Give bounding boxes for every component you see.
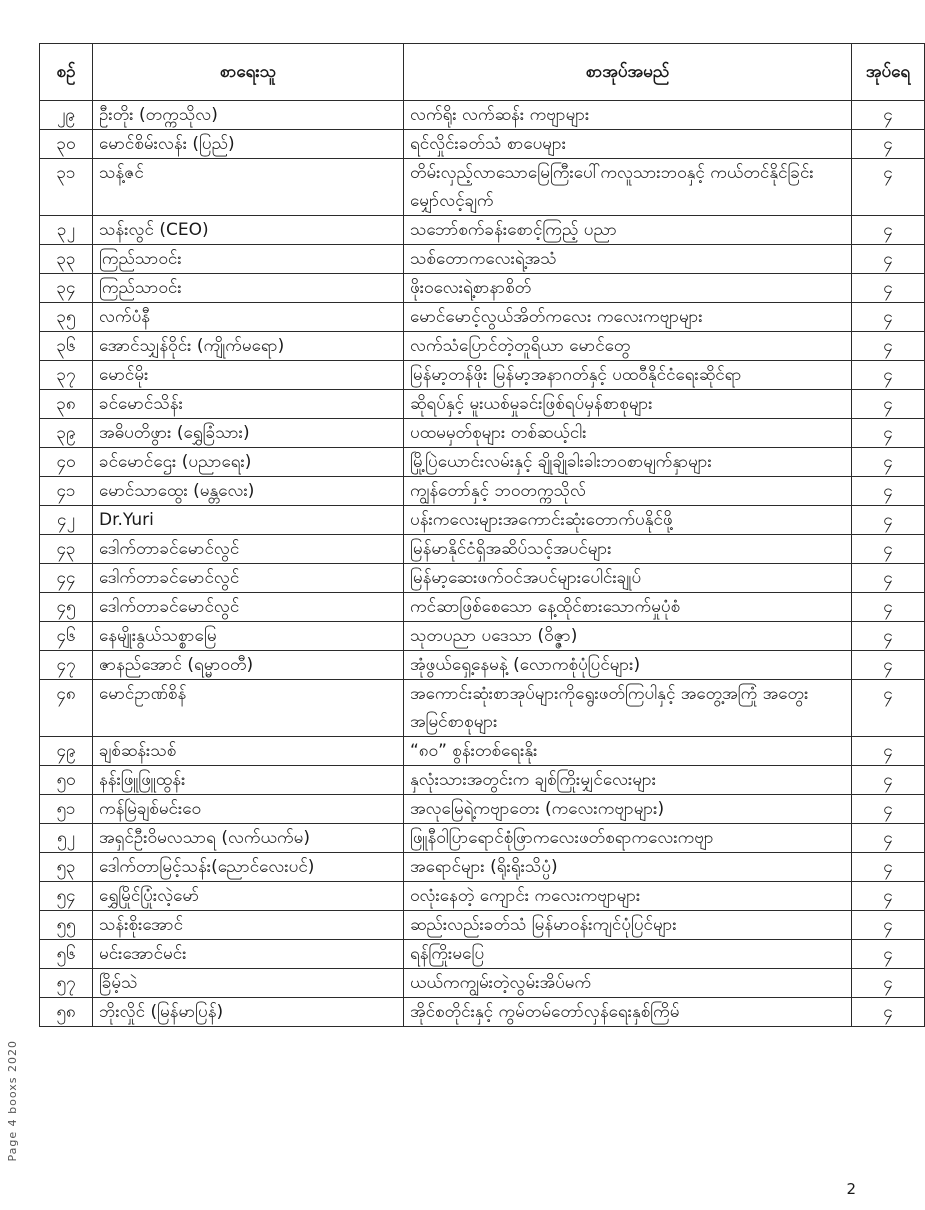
row-no: ၃၂ — [40, 216, 93, 245]
row-author: ဒေါက်တာခင်မောင်လွင် — [93, 593, 404, 622]
row-count: ၄ — [852, 564, 925, 593]
row-no: ၄၉ — [40, 737, 93, 766]
row-no: ၅၄ — [40, 882, 93, 911]
row-author: ကြည်သာဝင်း — [93, 245, 404, 274]
row-count: ၄ — [852, 303, 925, 332]
row-no: ၃၁ — [40, 159, 93, 216]
table-row — [40, 622, 925, 651]
table-row — [40, 274, 925, 303]
row-author: ဒေါက်တာခင်မောင်လွင် — [93, 535, 404, 564]
row-author: ဒေါက်တာခင်မောင်လွင် — [93, 564, 404, 593]
row-no: ၅၅ — [40, 911, 93, 940]
row-no: ၅၁ — [40, 795, 93, 824]
table-row — [40, 998, 925, 1027]
row-author: နန်းဖြူဖြူထွန်း — [93, 766, 404, 795]
row-no: ၃၀ — [40, 130, 93, 159]
row-count: ၄ — [852, 622, 925, 651]
row-title: ရင်လှိုင်းခတ်သံ စာပေများ — [404, 130, 852, 159]
row-no: ၃၄ — [40, 274, 93, 303]
row-title: လက်သံပြောင်တဲ့တူရိယာ မောင်တွေ — [404, 332, 852, 361]
row-count: ၄ — [852, 274, 925, 303]
row-author: အရှင်ဦးဝိမလသာရ (လက်ယက်မ) — [93, 824, 404, 853]
row-no: ၄၅ — [40, 593, 93, 622]
row-count: ၄ — [852, 216, 925, 245]
row-author: အဓိပတိဖွား (ရွှေခြံသား) — [93, 419, 404, 448]
row-title: တိမ်းလှည့်လာသောမြေကြီးပေါ်ကလူသားဘဝနှင့် ကယ်တင်နိုင်ခြင်း မျှော်လင့်ချက် — [404, 159, 852, 216]
row-author: ခြိမ့်သဲ — [93, 969, 404, 998]
table-row — [40, 737, 925, 766]
row-title: အလုမြေရဲ့ကဗျာတေး (ကလေးကဗျာများ) — [404, 795, 852, 824]
row-count: ၄ — [852, 998, 925, 1027]
row-title: “၈၀” စွန်းတစ်ရေးနိုး — [404, 737, 852, 766]
row-title: သုတပညာ ပဒေသာ (ဝိဇ္ဇာ) — [404, 622, 852, 651]
row-author: မောင်စိမ်းလန်း (ပြည်) — [93, 130, 404, 159]
table-row — [40, 824, 925, 853]
row-count: ၄ — [852, 824, 925, 853]
row-count: ၄ — [852, 853, 925, 882]
row-no: ၄၃ — [40, 535, 93, 564]
table-row — [40, 448, 925, 477]
row-author: လက်ပံနီ — [93, 303, 404, 332]
row-count: ၄ — [852, 737, 925, 766]
table-row — [40, 969, 925, 998]
table-header-row — [40, 44, 925, 101]
row-author: ဇာနည်အောင် (ရမ္မာဝတီ) — [93, 651, 404, 680]
row-no: ၅၇ — [40, 969, 93, 998]
table-row — [40, 101, 925, 130]
row-author: ခင်မောင်ဌေး (ပညာရေး) — [93, 448, 404, 477]
row-title: မြို့ပြဲယောင်းလမ်းနှင့် ချိုချိုခါးခါးဘဝစာမျက်နှာများ — [404, 448, 852, 477]
table-row — [40, 882, 925, 911]
row-count: ၄ — [852, 882, 925, 911]
row-count: ၄ — [852, 651, 925, 680]
row-count: ၄ — [852, 940, 925, 969]
row-title: နှလုံးသားအတွင်းက ချစ်ကြိုးမျှင်လေးများ — [404, 766, 852, 795]
row-author: သန့်ဇင် — [93, 159, 404, 216]
table-row — [40, 564, 925, 593]
row-no: ၂၉ — [40, 101, 93, 130]
row-no: ၄၇ — [40, 651, 93, 680]
row-author: ရွှေမြိုင်ပြုံးလဲ့မော် — [93, 882, 404, 911]
row-author: ကြည်သာဝင်း — [93, 274, 404, 303]
row-count: ၄ — [852, 680, 925, 737]
table-row — [40, 651, 925, 680]
row-no: ၅၂ — [40, 824, 93, 853]
row-title: ဝလုံးနေတဲ့ ကျောင်း ကလေးကဗျာများ — [404, 882, 852, 911]
row-no: ၄၄ — [40, 564, 93, 593]
row-no: ၅၈ — [40, 998, 93, 1027]
table-row — [40, 332, 925, 361]
header-title: စာအုပ်အမည် — [404, 44, 852, 101]
row-author: အောင်သျှန်ဝိုင်း (ကျိုက်မရော) — [93, 332, 404, 361]
table-row — [40, 130, 925, 159]
table-row — [40, 245, 925, 274]
table-row — [40, 361, 925, 390]
row-count: ၄ — [852, 593, 925, 622]
table-row — [40, 593, 925, 622]
row-count: ၄ — [852, 477, 925, 506]
row-count: ၄ — [852, 506, 925, 535]
row-no: ၄၆ — [40, 622, 93, 651]
row-no: ၄၁ — [40, 477, 93, 506]
row-author: သန်းလွင် (CEO) — [93, 216, 404, 245]
row-count: ၄ — [852, 535, 925, 564]
row-author: ကန်မြဲချစ်မင်းဝေ — [93, 795, 404, 824]
row-title: မောင်မောင့်လွယ်အိတ်ကလေး ကလေးကဗျာများ — [404, 303, 852, 332]
row-no: ၃၈ — [40, 390, 93, 419]
row-title: ကင်ဆာဖြစ်စေသော နေ့ထိုင်စားသောက်မှုပုံစံ — [404, 593, 852, 622]
table-row — [40, 795, 925, 824]
table-row — [40, 506, 925, 535]
row-count: ၄ — [852, 159, 925, 216]
row-title: ဆိုရပ်နှင့် မူးယစ်မှုခင်းဖြစ်ရပ်မှန်စာစုများ — [404, 390, 852, 419]
row-no: ၄၈ — [40, 680, 93, 737]
table-row — [40, 535, 925, 564]
row-title: ပန်းကလေးများအကောင်းဆုံးတောက်ပနိုင်ဖို့ — [404, 506, 852, 535]
row-no: ၅၀ — [40, 766, 93, 795]
row-no: ၅၆ — [40, 940, 93, 969]
row-title: သဘော်စက်ခန်းစောင့်ကြည့် ပညာ — [404, 216, 852, 245]
row-no: ၃၉ — [40, 419, 93, 448]
table-row — [40, 766, 925, 795]
row-no: ၄၀ — [40, 448, 93, 477]
row-author: မင်းအောင်မင်း — [93, 940, 404, 969]
row-no: ၃၆ — [40, 332, 93, 361]
row-count: ၄ — [852, 766, 925, 795]
row-title: ရန်ကြိုးမပြေ — [404, 940, 852, 969]
row-title: အရောင်များ (ရိုးရိုးသိပ္ပံ) — [404, 853, 852, 882]
row-count: ၄ — [852, 361, 925, 390]
page-number: 2 — [846, 1180, 856, 1198]
row-title: ဆည်းလည်းခတ်သံ မြန်မာဝန်းကျင်ပုံပြင်များ — [404, 911, 852, 940]
header-author: စာရေးသူ — [93, 44, 404, 101]
row-count: ၄ — [852, 419, 925, 448]
book-list-table — [39, 43, 925, 1027]
row-count: ၄ — [852, 130, 925, 159]
side-label: Page 4 booxs 2020 — [6, 1040, 19, 1162]
header-count: အုပ်ရေ — [852, 44, 925, 101]
table-row — [40, 477, 925, 506]
table-row — [40, 911, 925, 940]
row-count: ၄ — [852, 969, 925, 998]
row-no: ၅၃ — [40, 853, 93, 882]
row-count: ၄ — [852, 911, 925, 940]
row-title: ဖိုးဝလေးရဲ့စာနာစိတ် — [404, 274, 852, 303]
row-author: သန်းစိုးအောင် — [93, 911, 404, 940]
row-author: ဒေါက်တာမြင့်သန်း(ညောင်လေးပင်) — [93, 853, 404, 882]
table-row — [40, 940, 925, 969]
row-count: ၄ — [852, 245, 925, 274]
row-count: ၄ — [852, 390, 925, 419]
row-count: ၄ — [852, 795, 925, 824]
row-title: အုံဖွယ်ရှေ့နေမနဲ့ (လောကစုံပုံပြင်များ) — [404, 651, 852, 680]
row-title: သစ်တောကလေးရဲ့အသံ — [404, 245, 852, 274]
row-count: ၄ — [852, 332, 925, 361]
row-author: နေမျိုးနွယ်သစ္စာမြေ — [93, 622, 404, 651]
row-title: လက်ရိုး လက်ဆန်း ကဗျာများ — [404, 101, 852, 130]
row-no: ၃၅ — [40, 303, 93, 332]
row-no: ၃၇ — [40, 361, 93, 390]
row-no: ၃၃ — [40, 245, 93, 274]
table-row — [40, 680, 925, 737]
row-title: ကျွန်တော်နှင့် ဘဝတက္ကသိုလ် — [404, 477, 852, 506]
row-author: Dr.Yuri — [93, 506, 404, 535]
row-author: ချစ်ဆန်းသစ် — [93, 737, 404, 766]
table-row — [40, 419, 925, 448]
row-title: အိုင်စတိုင်းနှင့် ကွမ်တမ်တော်လှန်ရေးနှစ်ကြိမ် — [404, 998, 852, 1027]
table-row — [40, 853, 925, 882]
row-author: ဘိုးလှိုင် (မြန်မာပြန်) — [93, 998, 404, 1027]
row-title: ယယ်ကကျွမ်းတဲ့လွမ်းအိပ်မက် — [404, 969, 852, 998]
table-row — [40, 216, 925, 245]
row-author: မောင်သာထွေး (မန္တလေး) — [93, 477, 404, 506]
row-no: ၄၂ — [40, 506, 93, 535]
table-row — [40, 159, 925, 216]
row-author: မောင်မိုး — [93, 361, 404, 390]
row-title: မြန်မာ့ဆေးဖက်ဝင်အပင်များပေါင်းချုပ် — [404, 564, 852, 593]
row-count: ၄ — [852, 448, 925, 477]
row-author: ဦးတိုး (တက္ကသိုလ) — [93, 101, 404, 130]
header-no: စဉ် — [40, 44, 93, 101]
table-row — [40, 390, 925, 419]
row-count: ၄ — [852, 101, 925, 130]
table-row — [40, 303, 925, 332]
row-title: မြန်မာ့တန်ဖိုး မြန်မာ့အနာဂတ်နှင့် ပထဝီနိုင်ငံရေးဆိုင်ရာ — [404, 361, 852, 390]
row-author: မောင်ဥာဏ်စိန် — [93, 680, 404, 737]
row-title: ဖြူနီဝါပြာရောင်စုံဖြာကလေးဖတ်စရာကလေးကဗျာ — [404, 824, 852, 853]
row-title: ပထမမှတ်စုများ တစ်ဆယ့်ငါး — [404, 419, 852, 448]
row-title: မြန်မာနိုင်ငံရှိအဆိပ်သင့်အပင်များ — [404, 535, 852, 564]
row-author: ခင်မောင်သိန်း — [93, 390, 404, 419]
row-title: အကောင်းဆုံးစာအုပ်များကိုရွေးဖတ်ကြပါနှင့် အတွေ့အကြုံ အတွေးအမြင်စာစုများ — [404, 680, 852, 737]
